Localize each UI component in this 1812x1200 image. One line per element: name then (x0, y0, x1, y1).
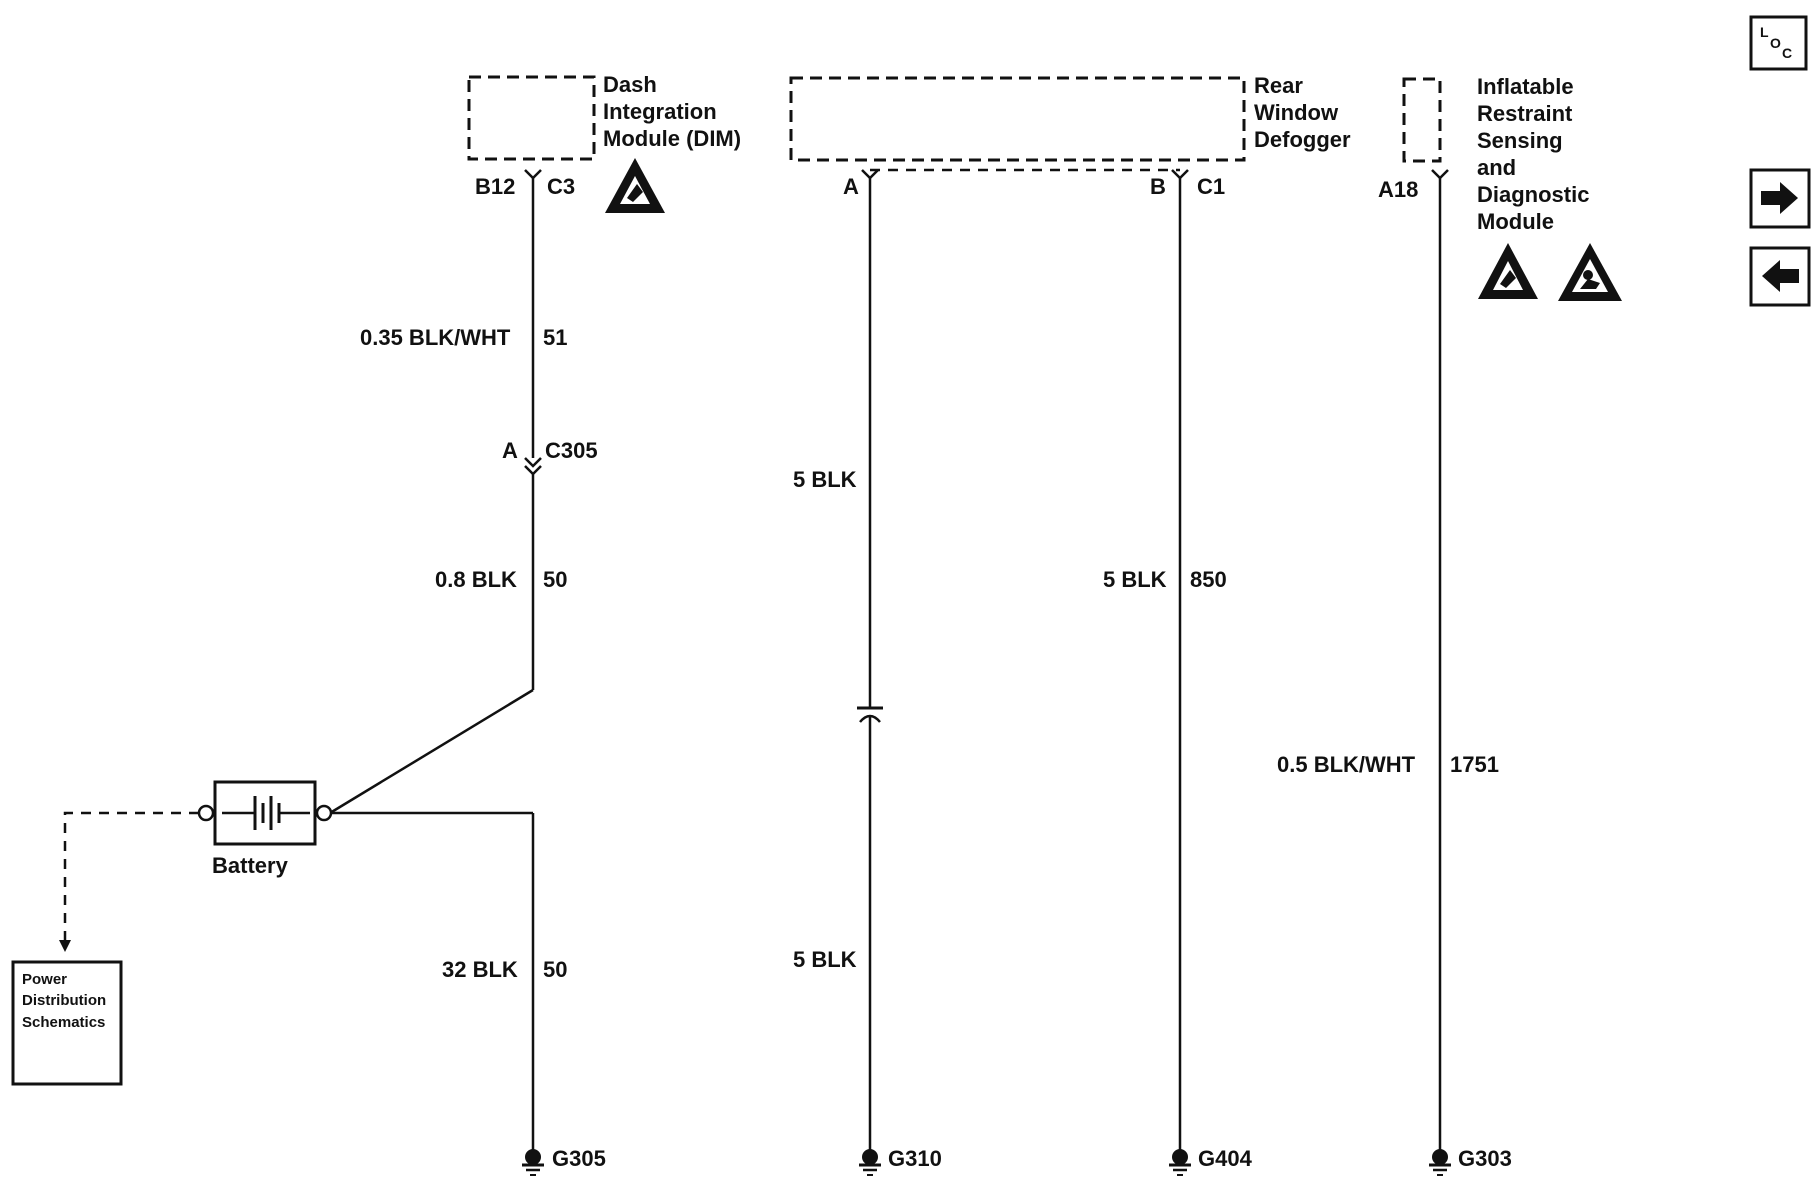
loc-icon[interactable] (1751, 17, 1806, 69)
loc-letter-o: O (1770, 35, 1781, 51)
loc-letter-c: C (1782, 45, 1793, 61)
dim-connector-label: C3 (547, 174, 576, 199)
battery-negative-terminal (199, 806, 213, 820)
ground-g310 (859, 1149, 881, 1175)
c305-connector-label: C305 (545, 438, 598, 463)
ground-g305-label: G305 (552, 1146, 606, 1171)
defogger-connector-label: C1 (1197, 174, 1226, 199)
airbag-label-line-1: Inflatable (1477, 74, 1574, 99)
dim-module-box (469, 77, 594, 159)
power-distribution-line-2: Distribution (22, 992, 107, 1009)
defogger-label-line-1: Rear (1254, 73, 1303, 98)
airbag-label-line-2: Restraint (1477, 101, 1573, 126)
wire-51-circuit: 51 (543, 325, 568, 350)
ground-g303-label: G303 (1458, 1146, 1512, 1171)
power-distribution-line-1: Power (22, 971, 68, 988)
wire-50-diagonal (330, 690, 533, 813)
battery-label: Battery (212, 853, 288, 878)
wire-850-circuit: 850 (1190, 567, 1227, 592)
wire-50-lower-gauge: 32 BLK (442, 957, 518, 982)
dim-label-line-3: Module (DIM) (603, 126, 742, 151)
esd-warning-icon (1478, 243, 1538, 299)
defogger-module-box (791, 78, 1244, 160)
power-distribution-reference-line (65, 813, 199, 940)
ground-g310-label: G310 (888, 1146, 942, 1171)
battery (199, 782, 331, 878)
dim-pin-terminal (525, 170, 541, 178)
power-distribution-schematics-link[interactable] (13, 962, 121, 1084)
wire-50-upper-circuit: 50 (543, 567, 568, 592)
c305-connector (502, 438, 598, 474)
wire-850-gauge: 5 BLK (1103, 567, 1167, 592)
wire-50-lower-circuit: 50 (543, 957, 568, 982)
dim-pin-label: B12 (475, 174, 516, 199)
defogger-module (791, 73, 1351, 199)
wire-50-upper-gauge: 0.8 BLK (435, 567, 517, 592)
airbag-module (1378, 74, 1589, 234)
airbag-label-line-3: Sensing (1477, 128, 1563, 153)
defogger-label-line-3: Defogger (1254, 127, 1351, 152)
ground-g305 (522, 1149, 544, 1175)
battery-positive-terminal (317, 806, 331, 820)
defogger-label-line-2: Window (1254, 100, 1339, 125)
ground-g404-label: G404 (1198, 1146, 1252, 1171)
ground-g404 (1169, 1149, 1191, 1175)
dim-label-line-2: Integration (603, 99, 717, 124)
dim-module (469, 72, 741, 199)
defogger-pin-a-label: A (843, 174, 859, 199)
wire-1751-gauge: 0.5 BLK/WHT (1277, 752, 1416, 777)
airbag-warning-icon (1558, 243, 1622, 301)
dim-label-line-1: Dash (603, 72, 657, 97)
esd-warning-icon (605, 158, 665, 213)
down-arrow-icon (59, 940, 71, 952)
airbag-module-box (1404, 79, 1440, 161)
c305-pin-label: A (502, 438, 518, 463)
ground-g303 (1429, 1149, 1451, 1175)
wire-51-gauge: 0.35 BLK/WHT (360, 325, 511, 350)
next-page-button[interactable] (1751, 170, 1809, 227)
airbag-label-line-5: Diagnostic (1477, 182, 1590, 207)
defogger-pin-b-label: B (1150, 174, 1166, 199)
power-distribution-line-3: Schematics (22, 1014, 106, 1031)
wire-defogger-a-upper-gauge: 5 BLK (793, 467, 857, 492)
wire-1751-circuit: 1751 (1450, 752, 1499, 777)
airbag-label-line-4: and (1477, 155, 1517, 180)
airbag-label-line-6: Module (1477, 209, 1554, 234)
loc-letter-l: L (1760, 24, 1769, 40)
airbag-pin-label: A18 (1378, 177, 1419, 202)
previous-page-button[interactable] (1751, 248, 1809, 305)
wire-defogger-a-lower-gauge: 5 BLK (793, 947, 857, 972)
